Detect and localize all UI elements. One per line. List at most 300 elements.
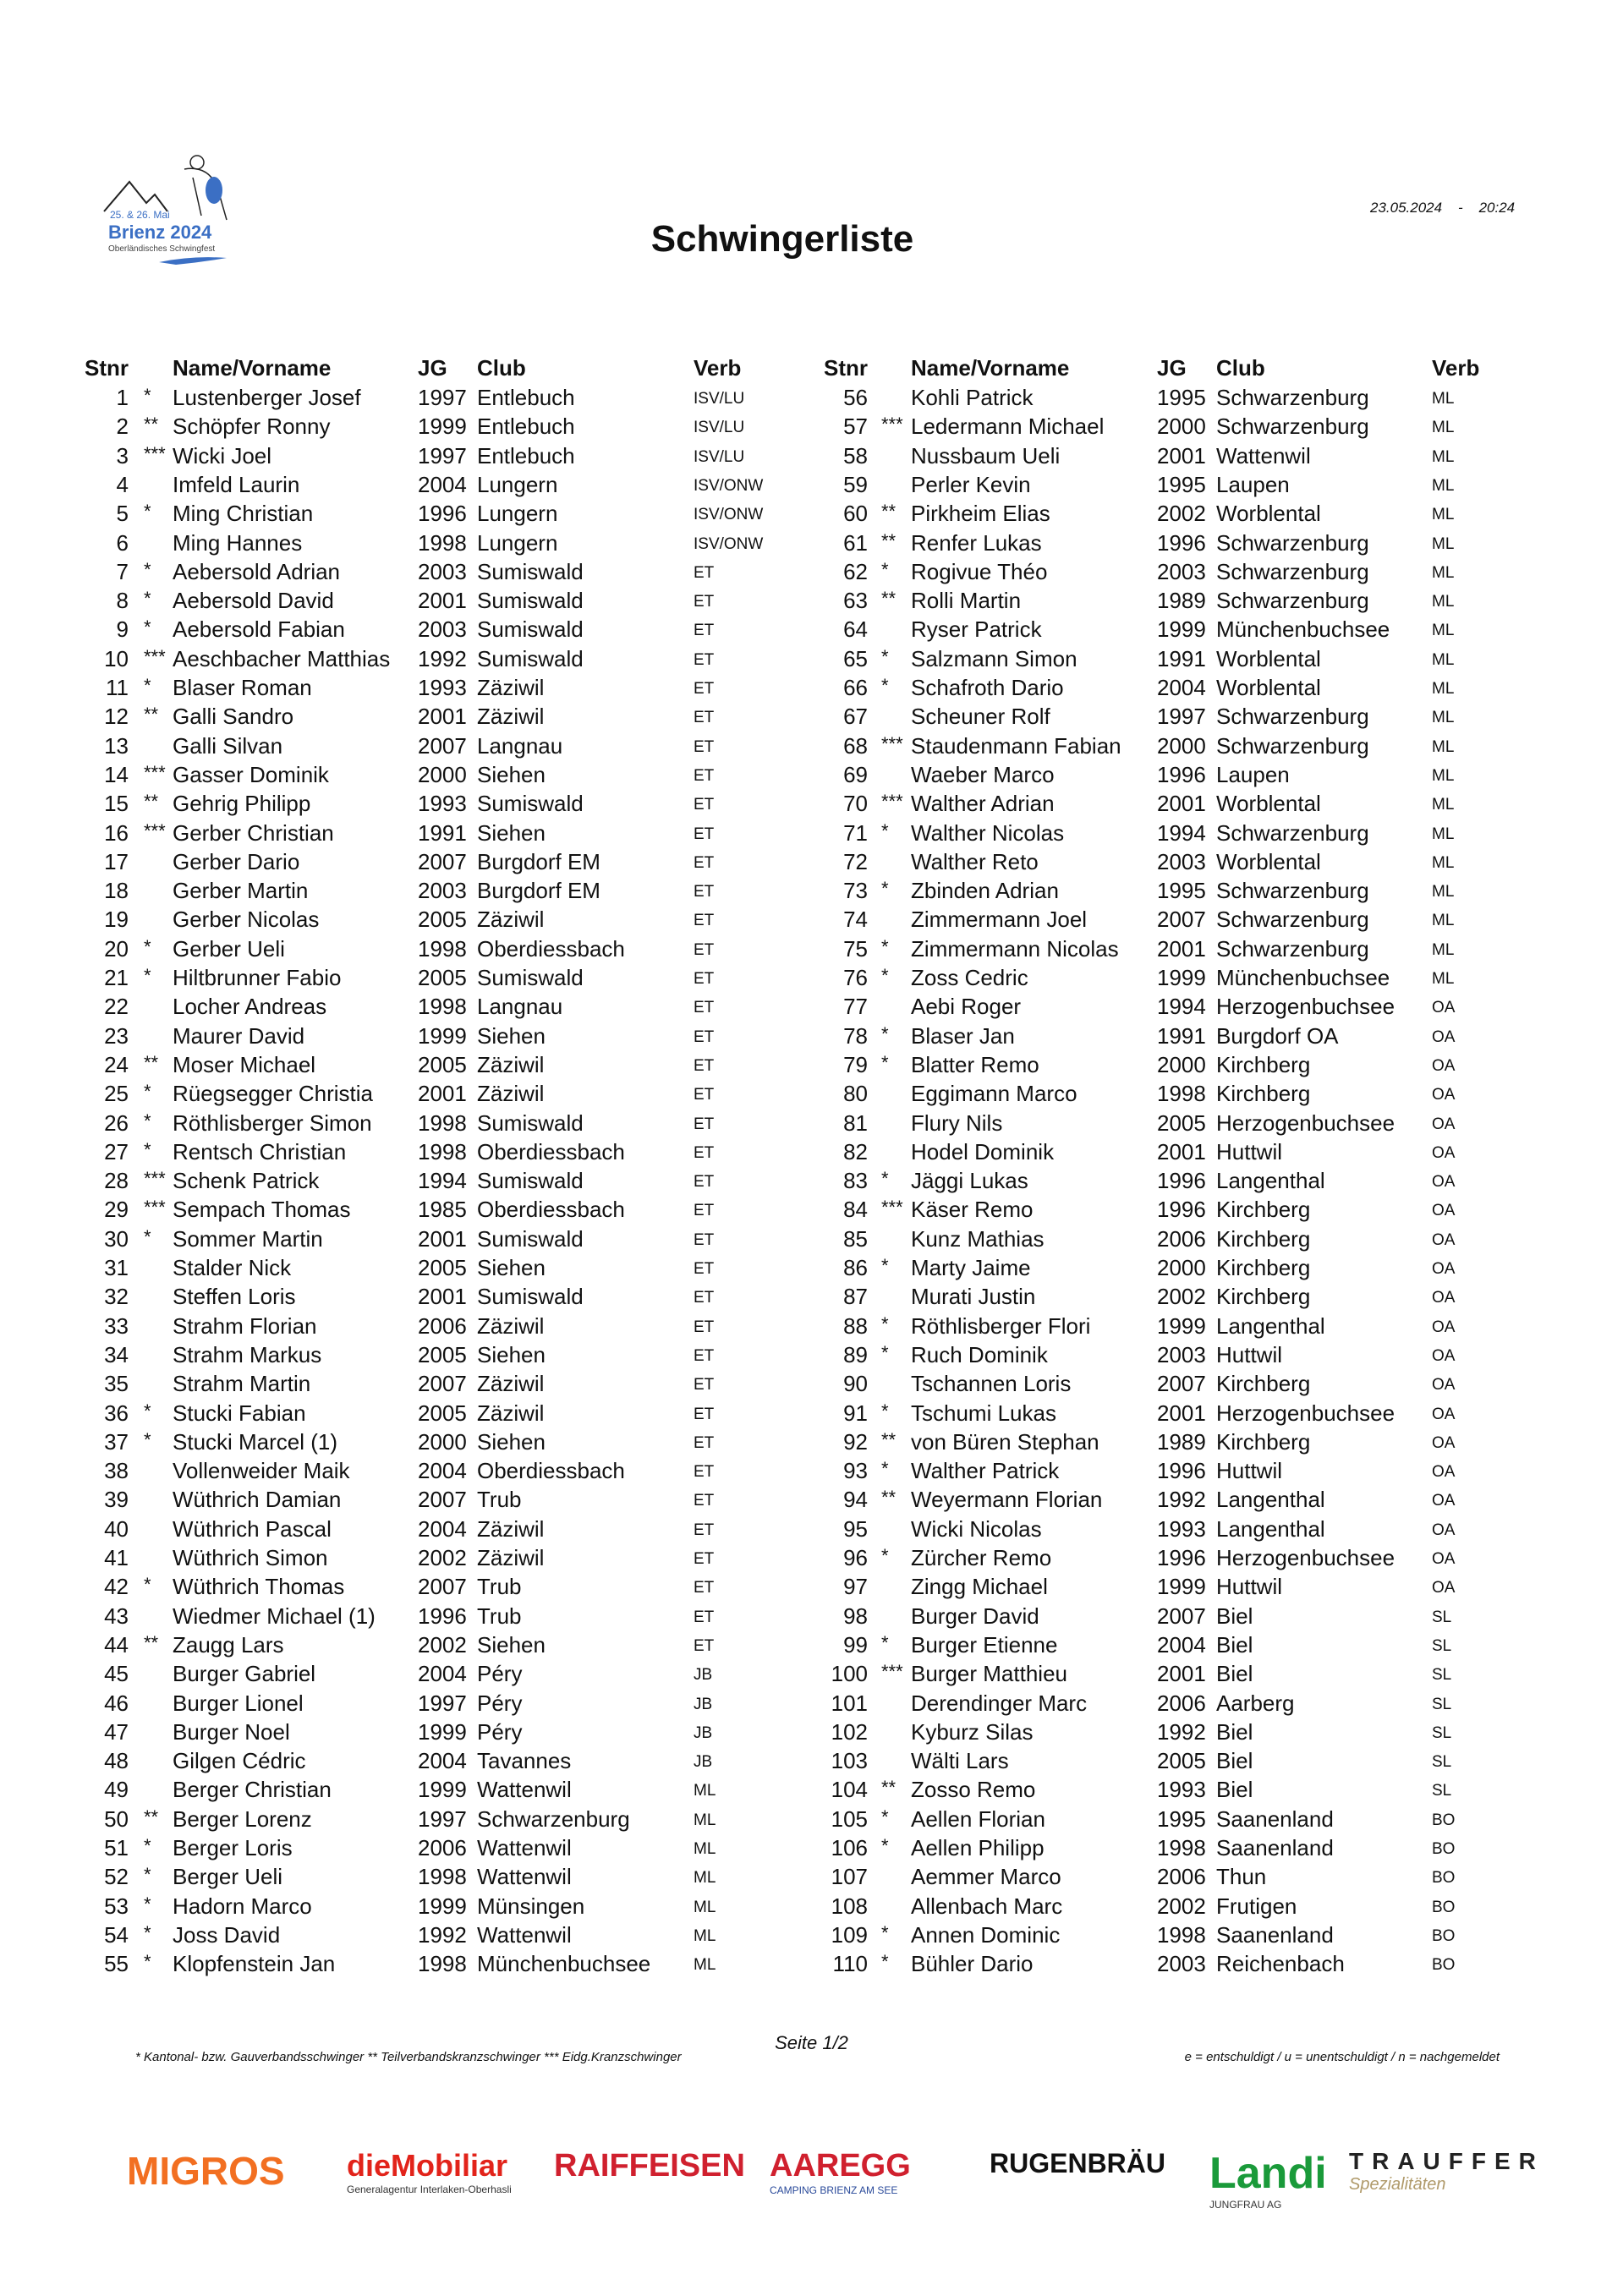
name: Gasser Dominik <box>173 761 329 787</box>
stars: * <box>144 588 151 610</box>
table-row <box>0 1226 1623 1255</box>
association: ET <box>694 1056 715 1075</box>
club: Burgdorf EM <box>477 848 600 874</box>
name: Maurer David <box>173 1022 305 1049</box>
stars: * <box>881 1022 889 1044</box>
stars: ** <box>144 1051 159 1073</box>
name: Aeschbacher Matthias <box>173 645 391 671</box>
start-number: 35 <box>104 1371 129 1397</box>
club: Langnau <box>477 994 563 1020</box>
start-number: 11 <box>106 675 129 700</box>
club: Kirchberg <box>1216 1428 1311 1455</box>
start-number: 43 <box>104 1603 129 1629</box>
birth-year: 1995 <box>1157 878 1206 904</box>
stars: ** <box>881 1777 896 1799</box>
club: Frutigen <box>1216 1893 1297 1919</box>
name: Kunz Mathias <box>911 1225 1045 1252</box>
birth-year: 2006 <box>418 1312 467 1339</box>
start-number: 109 <box>831 1921 868 1948</box>
birth-year: 2001 <box>418 588 467 614</box>
stars: ** <box>144 1806 159 1827</box>
name: Zimmermann Joel <box>911 907 1088 933</box>
start-number: 24 <box>104 1051 129 1077</box>
sponsor-subtitle: CAMPING BRIENZ AM SEE <box>770 2184 898 2196</box>
name: Perler Kevin <box>911 471 1031 497</box>
name: Renfer Lukas <box>911 529 1042 556</box>
association: ET <box>694 1230 715 1249</box>
name: Röthlisberger Flori <box>911 1312 1091 1339</box>
birth-year: 2001 <box>418 1284 467 1310</box>
club: Wattenwil <box>477 1835 572 1860</box>
association: ET <box>694 1463 715 1482</box>
table-row <box>0 1777 1623 1806</box>
start-number: 57 <box>843 414 868 440</box>
start-number: 68 <box>843 732 868 759</box>
association: ML <box>1432 737 1455 756</box>
sponsor-name: RAIFFEISEN <box>554 2148 745 2184</box>
stars: *** <box>144 761 166 783</box>
birth-year: 2003 <box>1157 558 1206 584</box>
association: OA <box>1432 1346 1456 1365</box>
club: Zäziwil <box>477 1312 545 1339</box>
association: ET <box>694 1346 715 1365</box>
association: ISV/ONW <box>694 476 764 495</box>
name: Aebersold Adrian <box>173 558 341 584</box>
association: ML <box>1432 940 1455 959</box>
start-number: 66 <box>843 675 868 700</box>
start-number: 19 <box>104 907 129 933</box>
start-number: 58 <box>843 442 868 469</box>
start-number: 44 <box>104 1631 129 1658</box>
birth-year: 1999 <box>1157 965 1206 990</box>
start-number: 96 <box>843 1545 868 1570</box>
stars: ** <box>881 1428 896 1450</box>
association: ET <box>694 1318 715 1336</box>
club: Biel <box>1216 1661 1253 1687</box>
sponsor-name: RUGENBRÄU <box>990 2148 1165 2178</box>
name: Kohli Patrick <box>911 385 1034 410</box>
stars: *** <box>881 791 903 813</box>
name: Staudenmann Fabian <box>911 732 1121 759</box>
start-number: 52 <box>104 1864 129 1890</box>
birth-year: 1993 <box>1157 1777 1206 1803</box>
club: Schwarzenburg <box>1216 385 1369 410</box>
stars: * <box>144 965 151 986</box>
svg-text:Oberländisches Schwingfest: Oberländisches Schwingfest <box>108 244 216 254</box>
association: ET <box>694 737 715 756</box>
name: Strahm Markus <box>173 1341 322 1367</box>
name: Pirkheim Elias <box>911 501 1050 527</box>
name: Walther Patrick <box>911 1458 1060 1484</box>
name: Burger Lionel <box>173 1690 304 1716</box>
club: Biel <box>1216 1777 1253 1803</box>
association: OA <box>1432 1056 1456 1075</box>
name: Wüthrich Damian <box>173 1487 342 1513</box>
name: Rolli Martin <box>911 588 1022 614</box>
club: Schwarzenburg <box>1216 529 1369 556</box>
stars: ** <box>144 414 159 436</box>
birth-year: 2002 <box>418 1545 467 1570</box>
club: Kirchberg <box>1216 1225 1311 1252</box>
table-row <box>0 762 1623 791</box>
name: Walther Reto <box>911 848 1039 874</box>
birth-year: 1985 <box>418 1197 467 1223</box>
club: Trub <box>477 1487 522 1513</box>
sponsor-name: AAREGG <box>770 2148 911 2184</box>
legend-stars: * Kantonal- bzw. Gauverbandsschwinger ** Teilverbandskranzschwinger *** Eidg.Kranzschwinger <box>135 2050 682 2064</box>
date: 23.05.2024 <box>1370 200 1443 216</box>
stars: * <box>881 675 889 696</box>
stars: * <box>881 1051 889 1073</box>
club: Schwarzenburg <box>1216 558 1369 584</box>
start-number: 94 <box>843 1487 868 1513</box>
table-row <box>0 1574 1623 1603</box>
club: Saanenland <box>1216 1835 1334 1860</box>
club: Herzogenbuchsee <box>1216 994 1395 1020</box>
start-number: 26 <box>104 1110 129 1136</box>
stars: ** <box>881 501 896 523</box>
club: Sumiswald <box>477 791 584 817</box>
column-header-name: Name/Vorname <box>173 355 332 381</box>
start-number: 60 <box>843 501 868 527</box>
name: Käser Remo <box>911 1197 1034 1223</box>
table-row <box>0 965 1623 994</box>
club: Huttwil <box>1216 1574 1283 1600</box>
association: ML <box>694 1840 716 1858</box>
name: von Büren Stephan <box>911 1428 1099 1455</box>
birth-year: 1996 <box>1157 529 1206 556</box>
start-number: 93 <box>843 1458 868 1484</box>
birth-year: 2003 <box>1157 848 1206 874</box>
name: Walther Adrian <box>911 791 1055 817</box>
table-row <box>0 1545 1623 1574</box>
name: Annen Dominic <box>911 1921 1061 1948</box>
birth-year: 2007 <box>1157 1371 1206 1397</box>
club: Worblental <box>1216 645 1321 671</box>
start-number: 62 <box>843 558 868 584</box>
legend-status: e = entschuldigt / u = unentschuldigt / n = nachgemeldet <box>1184 2050 1500 2064</box>
birth-year: 2000 <box>418 761 467 787</box>
birth-year: 2002 <box>1157 1284 1206 1310</box>
start-number: 104 <box>831 1777 868 1803</box>
association: ML <box>1432 883 1455 901</box>
birth-year: 1995 <box>1157 1806 1206 1832</box>
club: Laupen <box>1216 761 1290 787</box>
association: ISV/ONW <box>694 534 764 553</box>
stars: * <box>881 965 889 986</box>
print-date <box>1370 200 1515 216</box>
association: OA <box>1432 1260 1456 1278</box>
club: Sumiswald <box>477 558 584 584</box>
name: Allenbach Marc <box>911 1893 1063 1919</box>
birth-year: 2000 <box>418 1428 467 1455</box>
club: Zäziwil <box>477 1371 545 1397</box>
birth-year: 2003 <box>418 878 467 904</box>
table-row <box>0 1110 1623 1139</box>
birth-year: 2007 <box>418 848 467 874</box>
birth-year: 1993 <box>1157 1515 1206 1542</box>
start-number: 76 <box>843 965 868 990</box>
name: Locher Andreas <box>173 994 327 1020</box>
birth-year: 2004 <box>418 471 467 497</box>
association: ML <box>1432 622 1455 640</box>
stars: ** <box>144 704 159 726</box>
stars: * <box>881 1951 889 1973</box>
name: Schenk Patrick <box>173 1168 320 1194</box>
name: Moser Michael <box>173 1051 316 1077</box>
start-number: 74 <box>843 907 868 933</box>
birth-year: 2000 <box>1157 732 1206 759</box>
name: Wüthrich Thomas <box>173 1574 345 1600</box>
name: Berger Lorenz <box>173 1806 312 1832</box>
name: Bühler Dario <box>911 1951 1034 1977</box>
table-row <box>0 1864 1623 1893</box>
name: Jäggi Lukas <box>911 1168 1028 1194</box>
start-number: 70 <box>843 791 868 817</box>
birth-year: 1998 <box>418 529 467 556</box>
birth-year: 2001 <box>1157 1138 1206 1164</box>
association: ET <box>694 883 715 901</box>
club: Siehen <box>477 1428 546 1455</box>
name: Röthlisberger Simon <box>173 1110 372 1136</box>
stars: * <box>144 385 151 406</box>
birth-year: 1999 <box>418 1022 467 1049</box>
association: JB <box>694 1753 713 1772</box>
stars: * <box>144 1574 151 1596</box>
start-number: 65 <box>843 645 868 671</box>
stars: * <box>881 645 889 667</box>
association: OA <box>1432 1173 1456 1192</box>
club: Wattenwil <box>1216 442 1311 469</box>
birth-year: 1998 <box>418 1951 467 1977</box>
start-number: 59 <box>843 471 868 497</box>
start-number: 49 <box>104 1777 129 1803</box>
stars: * <box>881 1631 889 1653</box>
name: Lustenberger Josef <box>173 385 361 410</box>
birth-year: 2001 <box>1157 935 1206 962</box>
club: Sumiswald <box>477 616 584 643</box>
start-number: 88 <box>843 1312 868 1339</box>
stars: *** <box>881 1197 903 1219</box>
start-number: 81 <box>843 1110 868 1136</box>
club: Péry <box>477 1661 523 1687</box>
association: ML <box>694 1956 716 1975</box>
start-number: 18 <box>104 878 129 904</box>
page-number: Seite 1/2 <box>775 2032 848 2053</box>
sponsor-logo-rugenbräu <box>990 2148 1165 2179</box>
association: ET <box>694 1289 715 1307</box>
start-number: 16 <box>104 819 129 846</box>
start-number: 72 <box>843 848 868 874</box>
table-row <box>0 1429 1623 1458</box>
name: Rentsch Christian <box>173 1138 347 1164</box>
club: Oberdiessbach <box>477 1458 625 1484</box>
table-row <box>0 1719 1623 1748</box>
club: Sumiswald <box>477 588 584 614</box>
name: Gehrig Philipp <box>173 791 311 817</box>
club: Péry <box>477 1718 523 1745</box>
club: Huttwil <box>1216 1138 1283 1164</box>
association: ML <box>1432 680 1455 698</box>
start-number: 40 <box>104 1515 129 1542</box>
birth-year: 2003 <box>1157 1951 1206 1977</box>
association: OA <box>1432 1289 1456 1307</box>
birth-year: 2003 <box>1157 1341 1206 1367</box>
association: ET <box>694 1086 715 1104</box>
start-number: 108 <box>831 1893 868 1919</box>
name: Marty Jaime <box>911 1255 1031 1280</box>
association: SL <box>1432 1666 1452 1685</box>
birth-year: 2007 <box>418 1487 467 1513</box>
start-number: 37 <box>104 1428 129 1455</box>
birth-year: 2001 <box>1157 442 1206 469</box>
table-row <box>0 1951 1623 1980</box>
birth-year: 2000 <box>1157 1255 1206 1280</box>
name: Zürcher Remo <box>911 1545 1052 1570</box>
page-title: Schwingerliste <box>650 218 914 260</box>
name: Gerber Dario <box>173 848 300 874</box>
name: Hadorn Marco <box>173 1893 312 1919</box>
club: Sumiswald <box>477 1110 584 1136</box>
stars: * <box>881 1806 889 1827</box>
club: Trub <box>477 1603 522 1629</box>
association: OA <box>1432 1027 1456 1046</box>
stars: * <box>881 558 889 580</box>
table-row <box>0 1690 1623 1719</box>
association: ET <box>694 825 715 843</box>
sponsor-name: MIGROS <box>127 2149 285 2193</box>
svg-text:Brienz 2024: Brienz 2024 <box>108 222 212 243</box>
birth-year: 2003 <box>418 616 467 643</box>
birth-year: 2004 <box>418 1748 467 1774</box>
table-row <box>0 1458 1623 1487</box>
time: 20:24 <box>1478 200 1516 216</box>
name: Galli Silvan <box>173 732 283 759</box>
stars: *** <box>144 1168 166 1190</box>
stars: * <box>144 1428 151 1450</box>
start-number: 15 <box>104 791 129 817</box>
name: Steffen Loris <box>173 1284 296 1310</box>
stars: * <box>144 1835 151 1856</box>
club: Siehen <box>477 761 546 787</box>
birth-year: 1999 <box>418 414 467 440</box>
table-row <box>0 1661 1623 1690</box>
association: ET <box>694 1550 715 1568</box>
club: Siehen <box>477 1255 546 1280</box>
birth-year: 1992 <box>418 1921 467 1948</box>
start-number: 107 <box>831 1864 868 1890</box>
table-row <box>0 1487 1623 1515</box>
start-number: 2 <box>116 414 129 440</box>
start-number: 28 <box>104 1168 129 1194</box>
start-number: 48 <box>104 1748 129 1774</box>
association: OA <box>1432 1230 1456 1249</box>
club: Kirchberg <box>1216 1255 1311 1280</box>
stars: * <box>144 1951 151 1973</box>
birth-year: 1998 <box>1157 1835 1206 1860</box>
name: Berger Loris <box>173 1835 293 1860</box>
club: Huttwil <box>1216 1458 1283 1484</box>
association: ML <box>1432 390 1455 408</box>
start-number: 33 <box>104 1312 129 1339</box>
name: Aebersold Fabian <box>173 616 345 643</box>
start-number: 99 <box>843 1631 868 1658</box>
start-number: 106 <box>831 1835 868 1860</box>
name: Gerber Christian <box>173 819 334 846</box>
association: BO <box>1432 1898 1456 1916</box>
club: Péry <box>477 1690 523 1716</box>
table-row <box>0 530 1623 559</box>
start-number: 39 <box>104 1487 129 1513</box>
club: Huttwil <box>1216 1341 1283 1367</box>
start-number: 5 <box>116 501 129 527</box>
name: Sempach Thomas <box>173 1197 351 1223</box>
name: Blaser Jan <box>911 1022 1015 1049</box>
name: Rüegsegger Christia <box>173 1081 374 1107</box>
name: Aebi Roger <box>911 994 1022 1020</box>
association: ET <box>694 1405 715 1423</box>
birth-year: 2003 <box>418 558 467 584</box>
name: Zimmermann Nicolas <box>911 935 1119 962</box>
start-number: 67 <box>843 704 868 730</box>
association: ML <box>1432 796 1455 814</box>
name: Burger Noel <box>173 1718 290 1745</box>
stars: * <box>144 1864 151 1886</box>
start-number: 98 <box>843 1603 868 1629</box>
association: ET <box>694 593 715 611</box>
birth-year: 1998 <box>418 994 467 1020</box>
start-number: 46 <box>104 1690 129 1716</box>
start-number: 14 <box>104 761 129 787</box>
start-number: 8 <box>116 588 129 614</box>
association: ET <box>694 853 715 872</box>
start-number: 27 <box>104 1138 129 1164</box>
name: Weyermann Florian <box>911 1487 1103 1513</box>
table-row <box>0 443 1623 472</box>
name: Strahm Martin <box>173 1371 311 1397</box>
birth-year: 2005 <box>418 1400 467 1426</box>
association: OA <box>1432 1492 1456 1510</box>
table-row <box>0 878 1623 907</box>
birth-year: 1994 <box>418 1168 467 1194</box>
table-row <box>0 616 1623 645</box>
club: Schwarzenburg <box>477 1806 630 1832</box>
association: ET <box>694 912 715 930</box>
club: Worblental <box>1216 791 1321 817</box>
table-row <box>0 1632 1623 1661</box>
start-number: 90 <box>843 1371 868 1397</box>
birth-year: 1995 <box>1157 471 1206 497</box>
association: ML <box>694 1926 716 1945</box>
association: OA <box>1432 1433 1456 1452</box>
association: JB <box>694 1666 713 1685</box>
club: Trub <box>477 1574 522 1600</box>
association: ML <box>1432 563 1455 582</box>
start-number: 75 <box>843 935 868 962</box>
start-number: 73 <box>843 878 868 904</box>
start-number: 20 <box>104 935 129 962</box>
club: Oberdiessbach <box>477 1138 625 1164</box>
club: Biel <box>1216 1748 1253 1774</box>
start-number: 1 <box>116 385 129 410</box>
sponsor-logo-diemobiliar <box>347 2148 512 2195</box>
club: Münchenbuchsee <box>477 1951 651 1977</box>
club: Lungern <box>477 471 558 497</box>
club: Reichenbach <box>1216 1951 1345 1977</box>
birth-year: 2001 <box>418 1225 467 1252</box>
club: Biel <box>1216 1603 1253 1629</box>
birth-year: 1999 <box>1157 1312 1206 1339</box>
